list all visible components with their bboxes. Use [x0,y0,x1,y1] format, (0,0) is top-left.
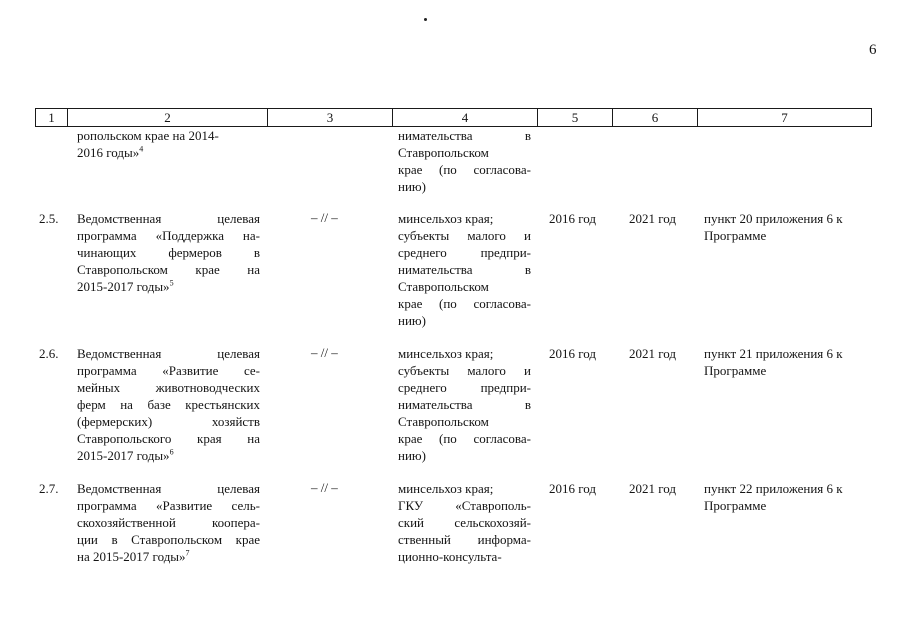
column-number-header [35,108,872,127]
executor-line: крае (по согласова- [398,431,531,446]
note-line: пункт 21 приложения 6 к [704,346,843,361]
row-name-line: мейных животноводческих [77,380,260,395]
note-line: Программе [704,498,767,513]
row-name-line: ции в Ставропольском крае [77,532,260,547]
executor-line: субъекты малого и [398,228,531,243]
col-header-3: 3 [268,109,393,127]
row-name-line: программа «Поддержка на- [77,228,260,243]
col-header-6: 6 [613,109,698,127]
row-2-5-number: 2.5. [39,211,59,226]
executor-line: ственный информа- [398,532,531,547]
footnote-ref: 7 [185,548,190,558]
continuation-executor [398,127,531,195]
executor-line: ционно-консульта- [398,549,502,564]
executor-line: нию) [398,448,426,463]
col-header-7: 7 [698,109,872,127]
continuation-executor-line: нию) [398,179,426,194]
col-header-5: 5 [538,109,613,127]
executor-line: среднего предпри- [398,380,531,395]
note-line: Программе [704,228,767,243]
executor-line: субъекты малого и [398,363,531,378]
row-2-6-executor [398,345,531,464]
executor-line: нию) [398,313,426,328]
footnote-ref: 6 [169,447,174,457]
executor-line: минсельхоз края; [398,481,494,496]
continuation-executor-line: крае (по согласова- [398,162,531,177]
note-line: пункт 22 приложения 6 к [704,481,843,496]
row-name-line-last: 2015-2017 годы»$^5$ [77,278,174,294]
col-header-1: 1 [36,109,68,127]
col-header-4: 4 [393,109,538,127]
row-2-6-end-year: 2021 год [629,346,676,361]
row-2-5-start-year: 2016 год [549,211,596,226]
row-2-6-start-year: 2016 год [549,346,596,361]
row-name-line: чинающих фермеров в [77,245,260,260]
executor-line: нимательства в [398,397,531,412]
row-name-line: Ставропольском крае на [77,262,260,277]
footnote-ref: 4 [139,144,144,154]
row-name-line: программа «Развитие се- [77,363,260,378]
scan-speck [424,18,427,21]
executor-line: минсельхоз края; [398,211,494,226]
row-2-7-start-year: 2016 год [549,481,596,496]
row-2-7-name [77,480,260,565]
executor-line: крае (по согласова- [398,296,531,311]
row-name-line: Ведомственная целевая [77,346,260,361]
row-2-7-executor [398,480,531,565]
continuation-name [77,127,260,161]
continuation-name-line-last: 2016 годы»$^4$ [77,144,144,160]
footnote-ref: 5 [169,278,174,288]
row-name-line: программа «Развитие сель- [77,498,260,513]
row-2-5-name [77,210,260,295]
row-2-7-number: 2.7. [39,481,59,496]
row-name-line: скохозяйственной коопера- [77,515,260,530]
page-number: 6 [869,42,877,58]
row-2-7-note [704,480,874,514]
row-2-7-col3: – // – [311,480,338,495]
row-2-5-executor [398,210,531,329]
note-line: пункт 20 приложения 6 к [704,211,843,226]
row-name-line-last: на 2015-2017 годы»$^7$ [77,548,190,564]
continuation-executor-line: Ставропольском [398,145,489,160]
note-line: Программе [704,363,767,378]
row-name-line: ферм на базе крестьянских [77,397,260,412]
executor-line: Ставропольском [398,279,489,294]
executor-line: минсельхоз края; [398,346,494,361]
row-2-5-col3: – // – [311,210,338,225]
row-name-line: (фермерских) хозяйств [77,414,260,429]
executor-line: ГКУ «Ставрополь- [398,498,531,513]
row-2-7-end-year: 2021 год [629,481,676,496]
row-name-line: Ведомственная целевая [77,481,260,496]
row-name-line: Ведомственная целевая [77,211,260,226]
executor-line: среднего предпри- [398,245,531,260]
row-2-6-name [77,345,260,464]
continuation-name-line: ропольском крае на 2014- [77,128,219,143]
row-2-6-note [704,345,874,379]
row-name-line: Ставропольского края на [77,431,260,446]
executor-line: Ставропольском [398,414,489,429]
row-name-line-last: 2015-2017 годы»$^6$ [77,447,174,463]
col-header-2: 2 [68,109,268,127]
executor-line: ский сельскохозяй- [398,515,531,530]
row-2-6-col3: – // – [311,345,338,360]
executor-line: нимательства в [398,262,531,277]
row-2-6-number: 2.6. [39,346,59,361]
continuation-executor-line: нимательства в [398,128,531,143]
row-2-5-end-year: 2021 год [629,211,676,226]
row-2-5-note [704,210,874,244]
